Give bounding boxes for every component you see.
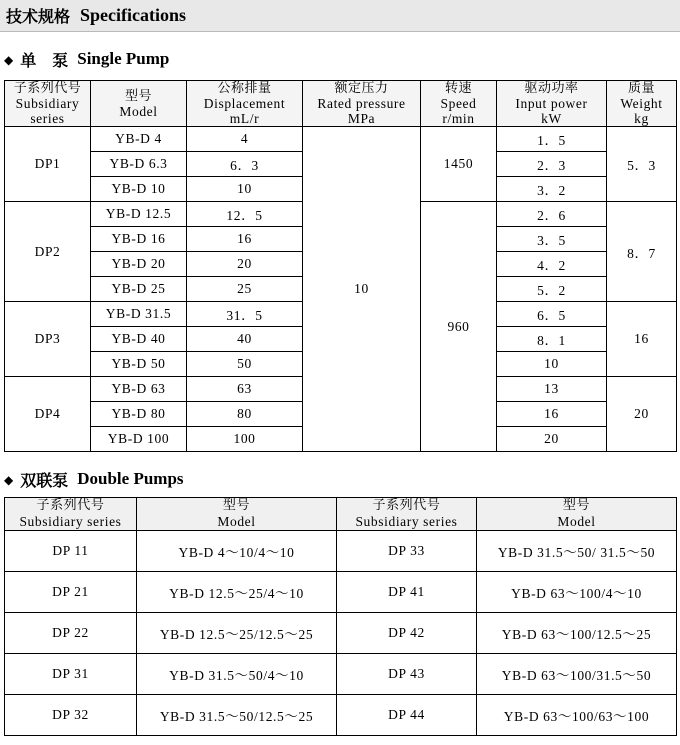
- power-cell: 2．6: [497, 202, 607, 227]
- series-cell-b: DP 42: [337, 613, 477, 654]
- double-pumps-table: [4, 497, 677, 736]
- header-en: Input power: [515, 96, 588, 111]
- header-model: [91, 81, 187, 127]
- model-cell-a: YB-D 31.5～50/12.5～25: [137, 695, 337, 736]
- power-cell: 1．5: [497, 127, 607, 152]
- header-en: Subsidiary series: [19, 514, 122, 529]
- power-cell: 2．3: [497, 152, 607, 177]
- header-en: Displacement: [203, 96, 286, 111]
- model-cell-b: YB-D 31.5～50/ 31.5～50: [477, 531, 677, 572]
- model-cell: YB-D 4: [91, 127, 187, 152]
- weight-cell: 16: [607, 302, 677, 377]
- model-cell: YB-D 50: [91, 352, 187, 377]
- series-cell: DP3: [5, 302, 91, 377]
- power-cell: 8．1: [497, 327, 607, 352]
- header-cn: 子系列代号: [372, 498, 441, 513]
- header-weight: [607, 81, 677, 127]
- displacement-cell: 25: [187, 277, 303, 302]
- header-cn: 型号: [222, 498, 251, 513]
- header-unit: MPa: [347, 111, 376, 126]
- header-en: Model: [557, 514, 596, 529]
- table-row: [5, 695, 677, 736]
- header-cn: 驱动功率: [524, 81, 579, 96]
- series-cell: DP4: [5, 377, 91, 452]
- displacement-cell: 31．5: [187, 302, 303, 327]
- model-cell: YB-D 16: [91, 227, 187, 252]
- header-model-b: [477, 498, 677, 531]
- header-model-a: [137, 498, 337, 531]
- model-cell: YB-D 100: [91, 427, 187, 452]
- series-cell-a: DP 11: [5, 531, 137, 572]
- series-cell-a: DP 22: [5, 613, 137, 654]
- speed-cell: 960: [421, 202, 497, 452]
- displacement-cell: 100: [187, 427, 303, 452]
- power-cell: 10: [497, 352, 607, 377]
- model-cell: YB-D 10: [91, 177, 187, 202]
- table-header-row: [5, 81, 677, 127]
- table-row: [5, 654, 677, 695]
- model-cell: YB-D 40: [91, 327, 187, 352]
- header-cn: 质量: [627, 81, 655, 96]
- section-double-title-en: Double Pumps: [77, 469, 184, 488]
- displacement-cell: 63: [187, 377, 303, 402]
- series-cell-b: DP 33: [337, 531, 477, 572]
- model-cell-b: YB-D 63～100/63～100: [477, 695, 677, 736]
- table-header-row: [5, 498, 677, 531]
- displacement-cell: 6．3: [187, 152, 303, 177]
- displacement-cell: 80: [187, 402, 303, 427]
- section-single-title-en: Single Pump: [77, 49, 170, 68]
- power-cell: 6．5: [497, 302, 607, 327]
- header-en: Subsidiary series: [355, 514, 458, 529]
- header-unit: kW: [541, 111, 562, 126]
- displacement-cell: 40: [187, 327, 303, 352]
- power-cell: 3．2: [497, 177, 607, 202]
- model-cell: YB-D 25: [91, 277, 187, 302]
- header-displacement: [187, 81, 303, 127]
- header-unit: kg: [634, 111, 649, 126]
- model-cell-a: YB-D 12.5～25/12.5～25: [137, 613, 337, 654]
- series-cell-a: DP 21: [5, 572, 137, 613]
- model-cell-a: YB-D 31.5～50/4～10: [137, 654, 337, 695]
- model-cell-a: YB-D 12.5～25/4～10: [137, 572, 337, 613]
- power-cell: 5．2: [497, 277, 607, 302]
- header-rated-pressure: [303, 81, 421, 127]
- header-speed: [421, 81, 497, 127]
- displacement-cell: 12．5: [187, 202, 303, 227]
- header-subsidiary-series: [5, 81, 91, 127]
- power-cell: 13: [497, 377, 607, 402]
- header-cn: 额定压力: [334, 81, 389, 96]
- header-cn: 子系列代号: [36, 498, 105, 513]
- page-header: [0, 0, 680, 32]
- weight-cell: 5．3: [607, 127, 677, 202]
- model-cell-b: YB-D 63～100/12.5～25: [477, 613, 677, 654]
- rated-pressure-cell: 10: [303, 127, 421, 452]
- displacement-cell: 50: [187, 352, 303, 377]
- header-cn: 转速: [444, 81, 472, 96]
- series-cell-b: DP 43: [337, 654, 477, 695]
- table-row: [5, 613, 677, 654]
- model-cell-a: YB-D 4～10/4～10: [137, 531, 337, 572]
- power-cell: 20: [497, 427, 607, 452]
- model-cell: YB-D 20: [91, 252, 187, 277]
- header-cn: 公称排量: [217, 81, 272, 96]
- model-cell-b: YB-D 63～100/31.5～50: [477, 654, 677, 695]
- model-cell: YB-D 63: [91, 377, 187, 402]
- page-title-en: Specifications: [80, 5, 187, 25]
- header-en: Speed: [440, 96, 477, 111]
- header-en2: series: [30, 111, 65, 126]
- header-cn: 型号: [124, 88, 152, 104]
- series-cell-b: DP 44: [337, 695, 477, 736]
- power-cell: 3．5: [497, 227, 607, 252]
- weight-cell: 8．7: [607, 202, 677, 302]
- diamond-bullet-icon: ◆: [4, 473, 14, 487]
- header-cn: 子系列代号: [13, 81, 82, 96]
- section-single-title-cn: 单 泵: [20, 50, 69, 70]
- speed-cell: 1450: [421, 127, 497, 202]
- header-en: Subsidiary: [15, 96, 80, 111]
- header-unit: r/min: [442, 111, 475, 126]
- displacement-cell: 4: [187, 127, 303, 152]
- series-cell: DP2: [5, 202, 91, 302]
- page-title-cn: 技术规格: [6, 7, 71, 26]
- single-pump-table: [4, 80, 677, 452]
- displacement-cell: 10: [187, 177, 303, 202]
- header-unit: mL/r: [229, 111, 260, 126]
- model-cell: YB-D 80: [91, 402, 187, 427]
- table-row: [5, 531, 677, 572]
- diamond-bullet-icon: ◆: [4, 53, 14, 67]
- header-en: Model: [217, 514, 256, 529]
- power-cell: 4．2: [497, 252, 607, 277]
- table-row: [5, 127, 677, 152]
- series-cell: DP1: [5, 127, 91, 202]
- header-input-power: [497, 81, 607, 127]
- header-subsidiary-series-a: [5, 498, 137, 531]
- header-en: Model: [119, 103, 158, 119]
- section-title-single-pump: [4, 48, 169, 70]
- section-title-double-pumps: [4, 468, 184, 490]
- weight-cell: 20: [607, 377, 677, 452]
- series-cell-b: DP 41: [337, 572, 477, 613]
- power-cell: 16: [497, 402, 607, 427]
- section-double-title-cn: 双联泵: [20, 470, 69, 490]
- header-cn: 型号: [562, 498, 591, 513]
- model-cell-b: YB-D 63～100/4～10: [477, 572, 677, 613]
- model-cell: YB-D 12.5: [91, 202, 187, 227]
- displacement-cell: 20: [187, 252, 303, 277]
- series-cell-a: DP 32: [5, 695, 137, 736]
- series-cell-a: DP 31: [5, 654, 137, 695]
- header-subsidiary-series-b: [337, 498, 477, 531]
- displacement-cell: 16: [187, 227, 303, 252]
- model-cell: YB-D 31.5: [91, 302, 187, 327]
- header-en: Rated pressure: [317, 96, 406, 111]
- header-en: Weight: [620, 96, 663, 111]
- table-row: [5, 572, 677, 613]
- model-cell: YB-D 6.3: [91, 152, 187, 177]
